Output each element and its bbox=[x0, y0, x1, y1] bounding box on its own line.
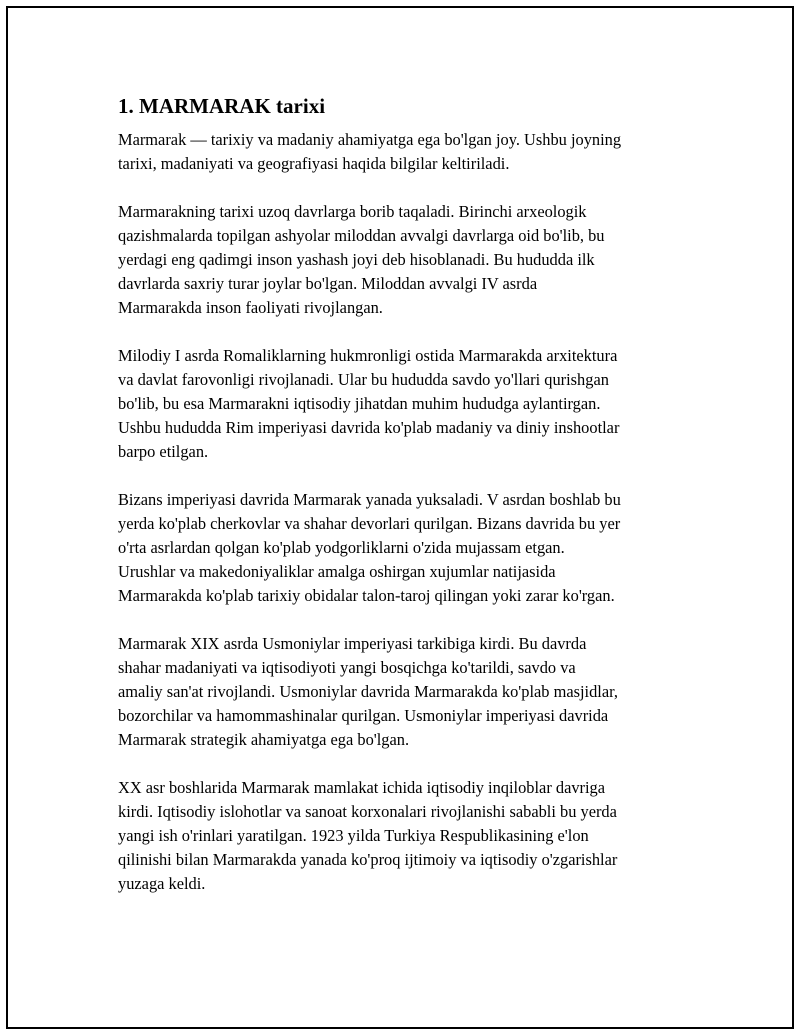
paragraph-ancient-history: Marmarakning tarixi uzoq davrlarga borib taqaladi. Birinchi arxeologik qazishmalarda topilgan ashyolar miloddan avvalgi davrlarga oid bo'lib, bu yerdagi eng qadimgi inson yashash joyi deb hisoblanadi. Bu hududda ilk davrlarda saxriy turar joylar bo'lgan. Miloddan avvalgi IV asrda Marmarakda inson faoliyati rivojlangan. bbox=[118, 202, 605, 317]
paragraph-twentieth-century: XX asr boshlarida Marmarak mamlakat ichida iqtisodiy inqiloblar davriga kirdi. Iqtisodiy islohotlar va sanoat korxonalari rivojlanishi sababli bu yerda yangi ish o'rinlari yaratilgan. 1923 yilda Turkiya Respublikasining e'lon qilinishi bilan Marmarakda yanada ko'proq ijtimoiy va iqtisodiy o'zgarishlar yuzaga keldi. bbox=[118, 778, 618, 893]
document-body bbox=[118, 92, 688, 896]
paragraph-ottoman-era: Marmarak XIX asrda Usmoniylar imperiyasi tarkibiga kirdi. Bu davrda shahar madaniyati va iqtisodiyoti yangi bosqichga ko'tarildi, savdo va amaliy san'at rivojlandi. Usmoniylar davrida Marmarakda ko'plab masjidlar, bozorchilar va hamommashinalar qurilgan. Usmoniylar imperiyasi davrida Marmarak strategik ahamiyatga ega bo'lgan. bbox=[118, 634, 619, 749]
paragraph-intro: Marmarak — tarixiy va madaniy ahamiyatga ega bo'lgan joy. Ushbu joyning tarixi, madaniyati va geografiyasi haqida bilgilar keltiriladi. bbox=[118, 130, 622, 173]
paragraph-byzantine-era: Bizans imperiyasi davrida Marmarak yanada yuksaladi. V asrdan boshlab bu yerda ko'plab cherkovlar va shahar devorlari qurilgan. Bizans davrida bu yer o'rta asrlardan qolgan ko'plab yodgorliklarni o'zida mujassam etgan. Urushlar va makedoniyaliklar amalga oshirgan xujumlar natijasida Marmarakda ko'plab tarixiy obidalar talon-taroj qilingan yoki zarar ko'rgan. bbox=[118, 490, 621, 605]
document-title: 1. MARMARAK tarixi bbox=[118, 94, 326, 118]
paragraph-roman-era: Milodiy I asrda Romaliklarning hukmronligi ostida Marmarakda arxitektura va davlat farovonligi rivojlanadi. Ular bu hududda savdo yo'llari qurishgan bo'lib, bu esa Marmarakni iqtisodiy jihatdan muhim hududga aylantirgan. Ushbu hududda Rim imperiyasi davrida ko'plab madaniy va diniy inshootlar barpo etilgan. bbox=[118, 346, 620, 461]
